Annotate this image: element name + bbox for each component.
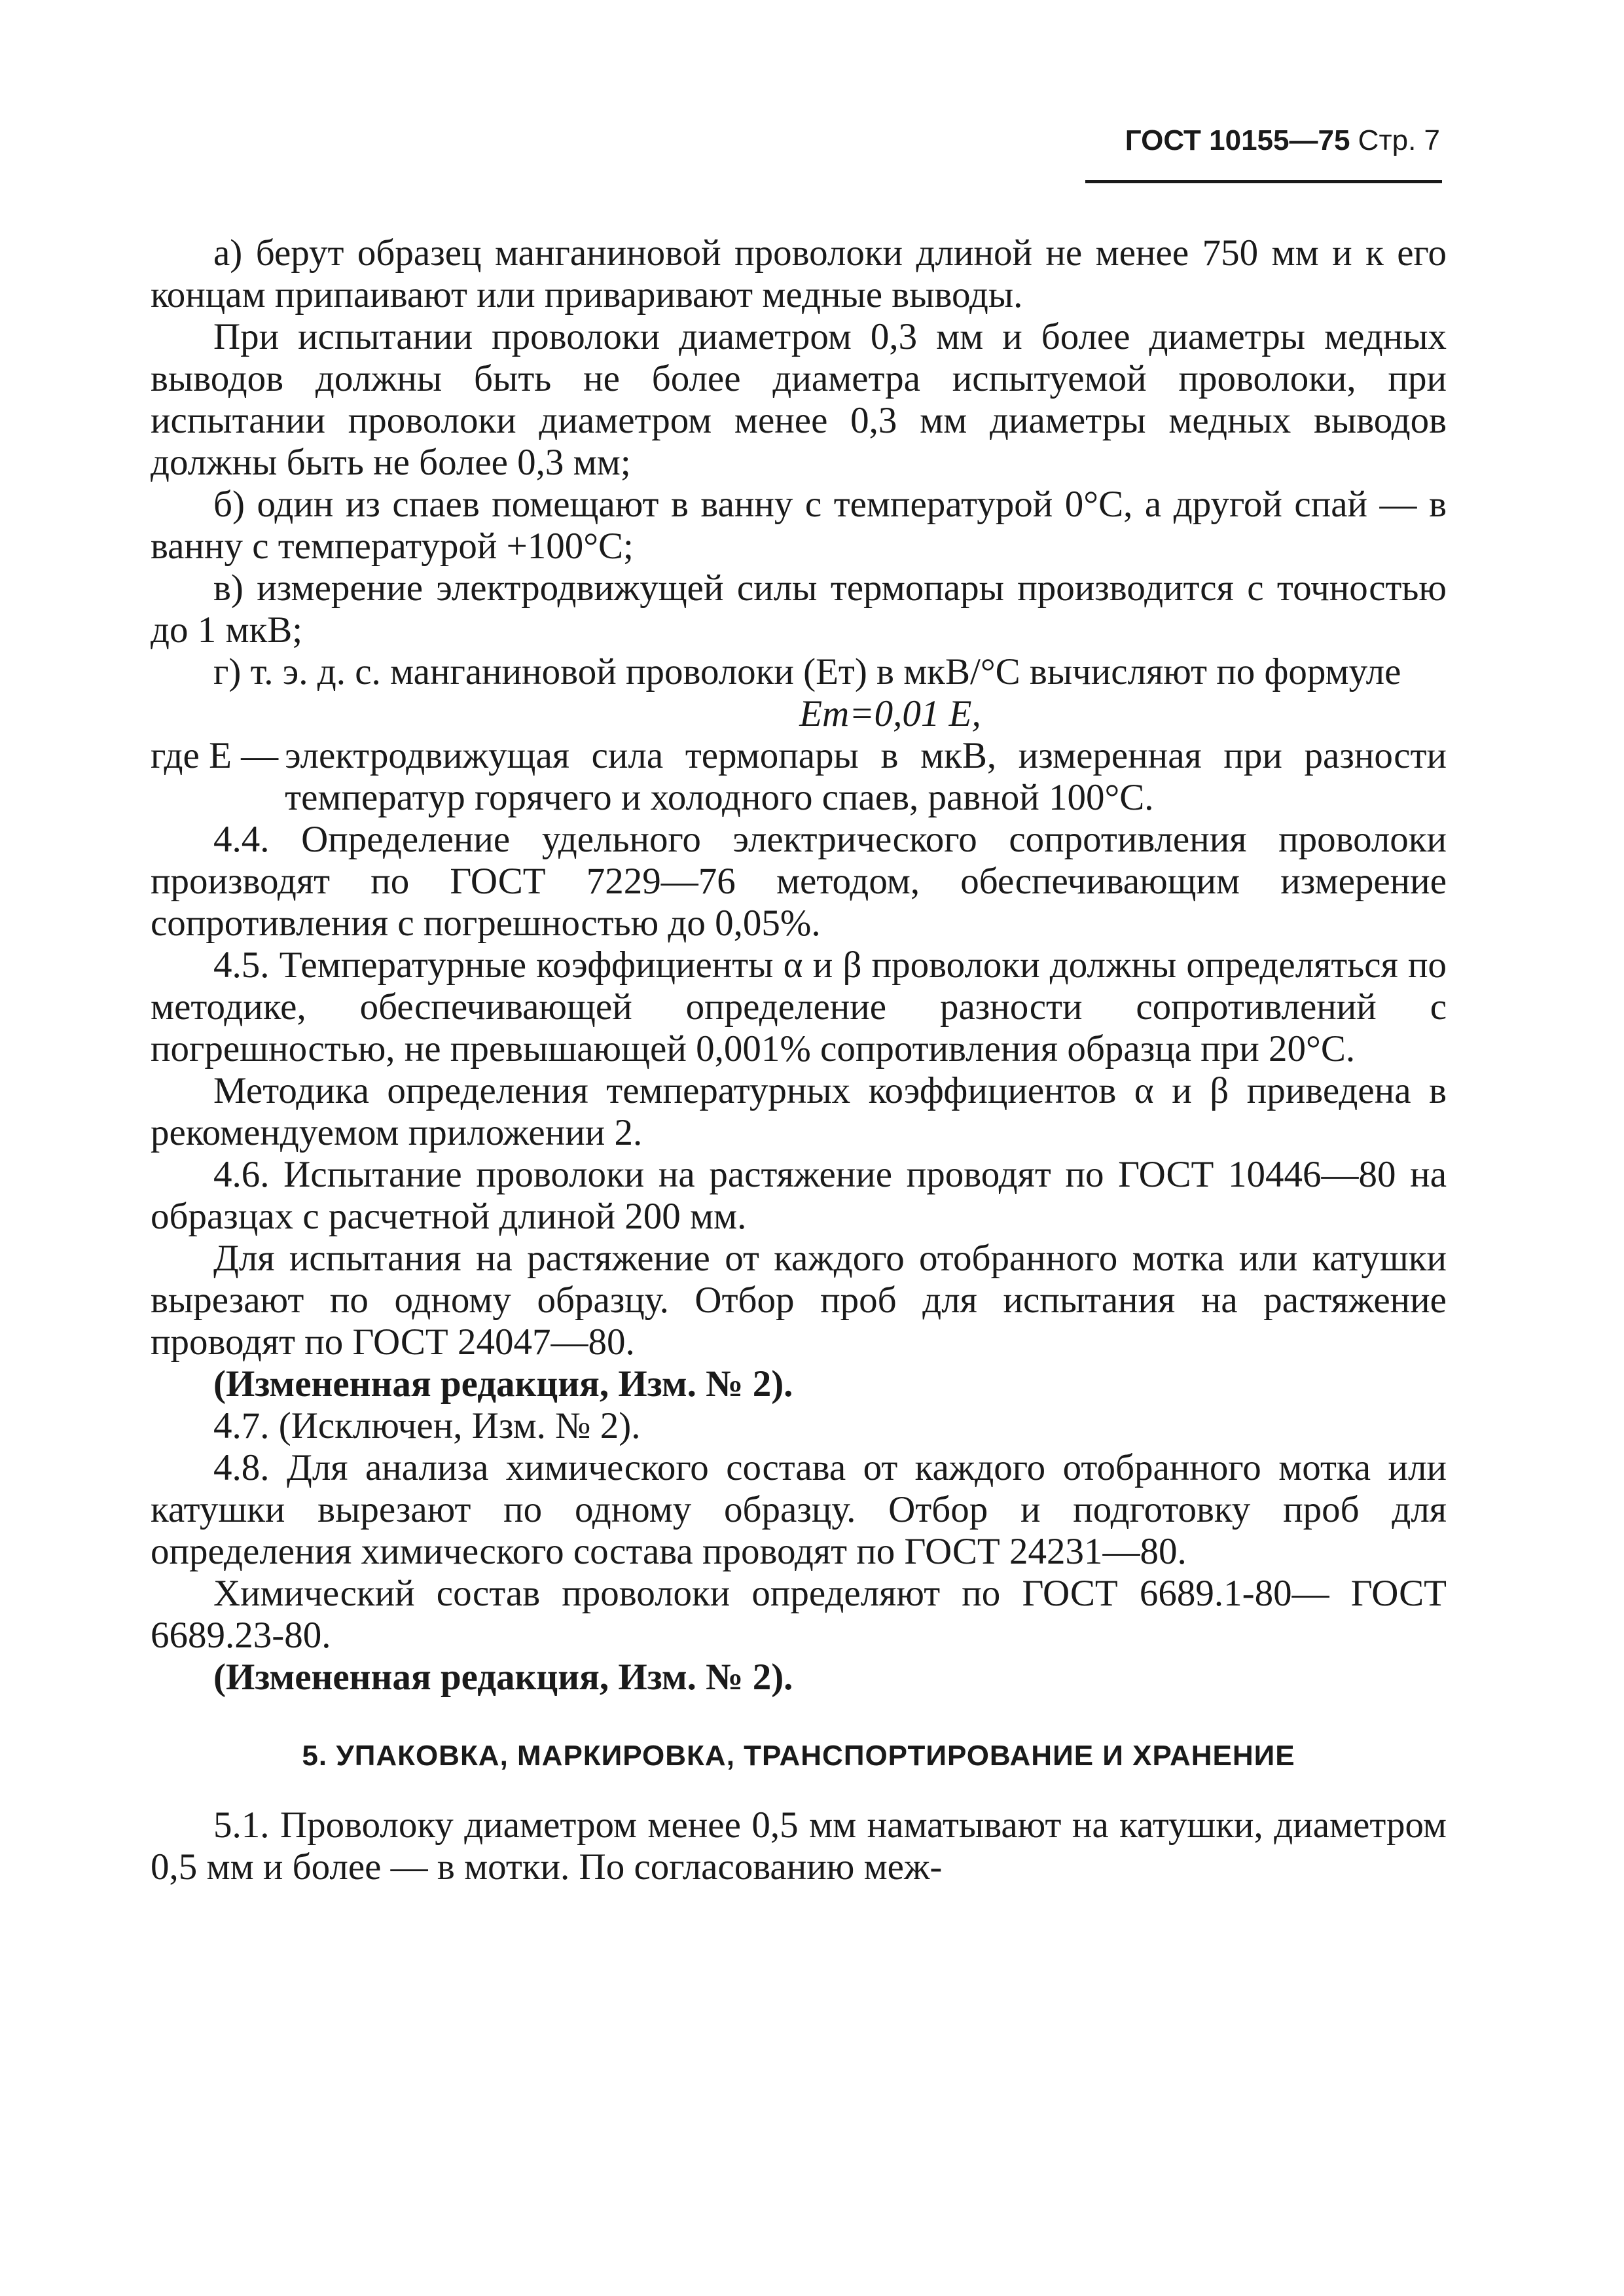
formula-legend-label: где E —	[151, 735, 279, 776]
formula: Eт=0,01 E,	[799, 693, 981, 734]
amendment-note-1: (Измененная редакция, Изм. № 2).	[213, 1363, 793, 1405]
clause-4-7: 4.7. (Исключен, Изм. № 2).	[213, 1405, 641, 1446]
clause-4-6: 4.6. Испытание проволоки на растяжение проводят по ГОСТ 10446—80 на образцах с расчетной длиной 200 мм.	[151, 1154, 1447, 1237]
header-rule	[1085, 180, 1442, 183]
clause-4-4: 4.4. Определение удельного электрического сопротивления проволоки производят по ГОСТ 7229—76 методом, обеспечивающим измерение сопротивления с погрешностью до 0,05%.	[151, 819, 1447, 944]
document-body	[151, 232, 1447, 1888]
formula-legend-text: электродвижущая сила термопары в мкВ, измеренная при разности температур горячего и холодного спаев, равной 100°С.	[285, 735, 1447, 818]
formula-legend	[151, 735, 1447, 819]
paragraph-tensile: Для испытания на растяжение от каждого отобранного мотка или катушки вырезают по одному образцу. Отбор проб для испытания на растяжение проводят по ГОСТ 24047—80.	[151, 1238, 1447, 1363]
section-5-title: 5. УПАКОВКА, МАРКИРОВКА, ТРАНСПОРТИРОВАНИЕ И ХРАНЕНИЕ	[302, 1740, 1295, 1772]
clause-5-1: 5.1. Проволоку диаметром менее 0,5 мм наматывают на катушки, диаметром 0,5 мм и более — в мотки. По согласованию меж-	[151, 1804, 1447, 1888]
item-g: г) т. э. д. с. манганиновой проволоки (Eт) в мкВ/°С вычисляют по формуле	[213, 651, 1401, 692]
paragraph-method: Методика определения температурных коэффициентов α и β приведена в рекомендуемом приложении 2.	[151, 1070, 1447, 1153]
item-v: в) измерение электродвижущей силы термопары производится с точностью до 1 мкВ;	[151, 567, 1447, 651]
page-header	[1067, 124, 1440, 157]
clause-4-5: 4.5. Температурные коэффициенты α и β проволоки должны определяться по методике, обеспечивающей определение разности сопротивлений с погрешностью, не превышающей 0,001% сопротивления образца при 20°С.	[151, 944, 1447, 1069]
clause-4-8: 4.8. Для анализа химического состава от каждого отобранного мотка или катушки вырезают по одному образцу. Отбор и подготовку проб для определения химического состава проводят по ГОСТ 24231—80.	[151, 1447, 1447, 1572]
item-a: а) берут образец манганиновой проволоки длиной не менее 750 мм и к его концам припаивают или приваривают медные выводы.	[151, 232, 1447, 315]
item-b: б) один из спаев помещают в ванну с температурой 0°С, а другой спай — в ванну с температурой +100°С;	[151, 484, 1447, 567]
page-number: Стр. 7	[1358, 124, 1440, 156]
amendment-note-2: (Измененная редакция, Изм. № 2).	[213, 1657, 793, 1698]
standard-code: ГОСТ 10155—75	[1125, 124, 1350, 156]
paragraph-chemical: Химический состав проволоки определяют по ГОСТ 6689.1-80— ГОСТ 6689.23-80.	[151, 1573, 1447, 1656]
paragraph-test-conditions: При испытании проволоки диаметром 0,3 мм и более диаметры медных выводов должны быть не более диаметра испытуемой проволоки, при испытании проволоки диаметром менее 0,3 мм диаметры медных выводов должны быть не более 0,3 мм;	[151, 316, 1447, 483]
